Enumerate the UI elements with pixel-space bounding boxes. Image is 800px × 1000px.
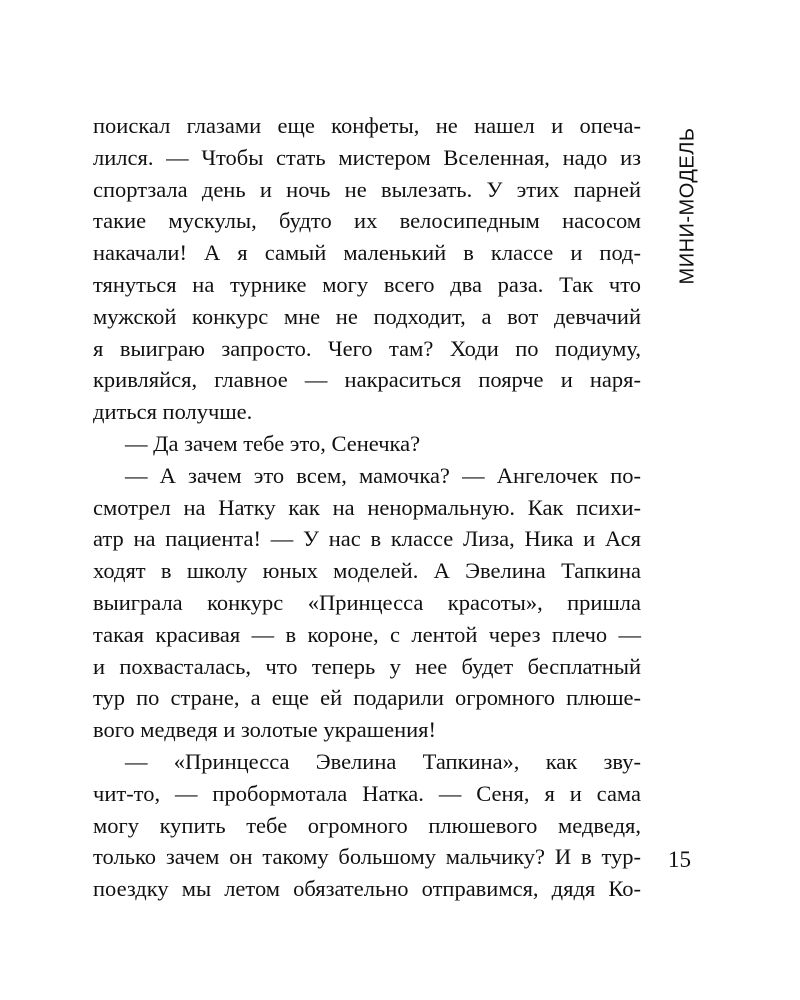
body-text — [93, 110, 641, 905]
text-line: диться получше. — [93, 399, 253, 425]
text-line: смотрел на Натку как на ненормальную. Как психи- — [93, 494, 641, 520]
text-line: тур по стране, а еще ей подарили огромного плюше- — [93, 685, 641, 711]
text-line: накачали! А я самый маленький в классе и под- — [93, 240, 641, 266]
running-head — [673, 118, 703, 293]
text-line: могу купить тебе огромного плюшевого медведя, — [93, 812, 641, 838]
text-line: — «Принцесса Эвелина Тапкина», как зву- — [125, 748, 641, 774]
text-line: чит-то, — пробормотала Натка. — Сеня, я и сама — [93, 780, 641, 806]
text-line: поискал глазами еще конфеты, не нашел и опеча- — [93, 113, 641, 138]
text-line: и похвасталась, что теперь у нее будет бесплатный — [93, 653, 641, 679]
text-line: вого медведя и золотые украшения! — [93, 717, 437, 743]
text-line: — А зачем это всем, мамочка? — Ангелочек по- — [125, 462, 641, 488]
page-number: 15 — [668, 847, 691, 872]
text-line: мужской конкурс мне не подходит, а вот девчачий — [93, 303, 641, 329]
text-line: лился. — Чтобы стать мистером Вселенная, надо из — [93, 144, 641, 170]
text-line: такие мускулы, будто их велосипедным насосом — [93, 208, 641, 234]
running-head-text: МИНИ-МОДЕЛЬ — [676, 127, 699, 284]
text-line: такая красивая — в короне, с лентой через плечо — — [93, 621, 641, 647]
text-line: поездку мы летом обязательно отправимся, дядя Ко- — [93, 876, 641, 902]
text-line: только зачем он такому большому мальчику? И в тур- — [93, 844, 641, 870]
text-line: — Да зачем тебе это, Сенечка? — [125, 430, 421, 456]
text-line: спортзала день и ночь не вылезать. У этих парней — [93, 176, 641, 202]
text-line: тянуться на турнике могу всего два раза. Так что — [93, 271, 641, 297]
text-line: ходят в школу юных моделей. А Эвелина Тапкина — [93, 558, 641, 584]
text-line: атр на пациента! — У нас в классе Лиза, Ника и Ася — [93, 526, 641, 552]
text-line: кривляйся, главное — накраситься поярче и наря- — [93, 367, 641, 393]
text-line: я выиграю запросто. Чего там? Ходи по подиуму, — [93, 335, 641, 361]
text-line: выиграла конкурс «Принцесса красоты», пришла — [93, 589, 641, 615]
